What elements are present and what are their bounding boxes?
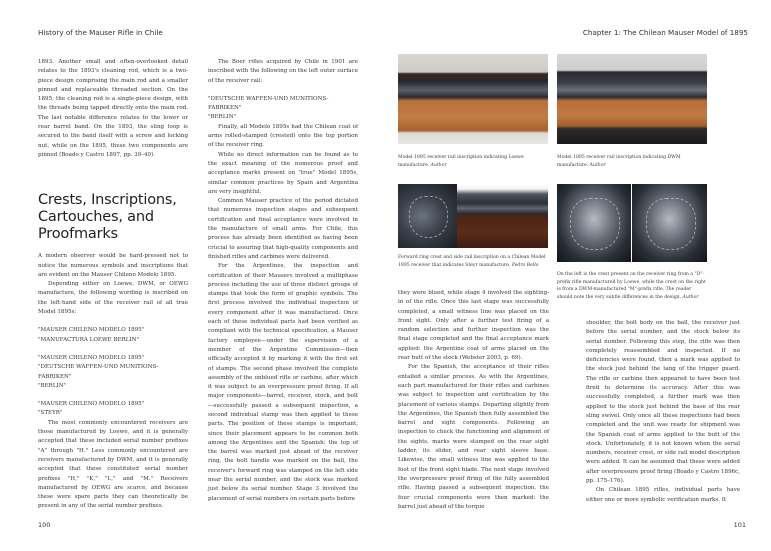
paragraph: For the Argentines, the inspection and certification of their Mausers involved a multiphase process including the use of three distinct groups of stamps that took the form of graphic symbols. The first process involved the individual inspection of every component after it was manufactured. Once each of these individual parts had been verified as compliant with the technical specification, a Mauser factory employee—under the supervision of a member of the Argentine Commission—then officially accepted it by marking it with the first set of stamps. The second phase involved the complete assembly of the unblued rifle or carbine, after which it was subject to an overpressure proof firing. If all major components—barrel, receiver, stock, and bolt—successfully passed a subsequent inspection, a second individual stamp was then applied to these parts. The position of these stamps is important, since their placement appears to be common both among the Argentines and the Spanish: the top of the barrel was marked just ahead of the receiver ring, the bolt handle was marked on the ball, the receiver's forward ring was stamped on the left side near the serial number, and the stock was marked just below its serial number. Stage 3 involved the placement of serial numbers on certain parts before (208, 263, 358, 502)
loewe-rail-photo (398, 54, 548, 144)
steyr-crest-photo (398, 184, 457, 248)
quote-line: "DEUTSCHE WAFFEN-UND MUNITIONS- (208, 95, 329, 102)
crest-engraving (409, 196, 449, 239)
caption-credit: Pedro Bello (511, 262, 539, 268)
quote-line: "MAUSER CHILENO MODELO 1895" (38, 327, 145, 334)
caption-text: Model 1895 receiver rail inscription indicating DWM manufacture. (557, 155, 681, 168)
page-number-right: 101 (733, 521, 746, 529)
paragraph: they were blued, while stage 4 involved the sighting-in of the rifle. Once this last stage was successfully completed, a small witness line was placed on the front sight. Only after a further test firing of a random selection and further inspection was the final stage completed and the final acceptance mark applied: the Argentine coat of arms placed on the rear butt of the stock (Webster 2003, p. 69). (398, 290, 549, 362)
quote-line: "MANUFACTURA LOEWE BERLIN" (38, 336, 140, 343)
figure-caption-crest-comparison (557, 271, 707, 301)
right-column-1 (398, 289, 549, 512)
crest-engraving (570, 198, 619, 250)
crest-engraving (646, 198, 696, 250)
caption-text: Forward ring crest and side rail inscription on a Chilean Model 1895 receiver that indicates Steyr manufacture. (398, 255, 546, 268)
paragraph: On Chilean 1895 rifles, individual parts have either one or more symbolic verification marks. It (586, 487, 740, 503)
caption-credit: Author (682, 294, 699, 300)
caption-credit: Author (430, 162, 447, 168)
quote-line: FABRIKEN" (38, 373, 72, 380)
caption-credit: Author (589, 162, 606, 168)
paragraph: Common Mauser practice of the period dictated that numerous inspection stages and subsequent certification and final acceptance were involved in the manufacture of small arms. For Chile, this process has already been identified as having been crucial to assuring that high-quality components and finished rifles and carbines were delivered. (208, 198, 358, 260)
dwm-crest-photo (632, 184, 707, 262)
paragraph: 1893. Another small and often-overlooked detail relates to the 1893's cleaning rod, which is a two-piece design comprising the main rod and a smaller pinned and replaceable threaded section. On the 1895, the cleaning rod is a single-piece design, with the threads being tapped directly onto the main rod. The last notable difference relates to the lower or rear barrel band. On the 1893, the sling loop is secured to the band itself with a screw and locking nut, while on the 1895, these two components are pinned (Boado y Castro 1897, pp. 39–40). (38, 59, 188, 158)
quote-line: "DEUTSCHE WAFFEN-UND MUNITIONS- (38, 364, 159, 371)
running-head-right: Chapter 1: The Chilean Mauser Model of 1895 (582, 28, 748, 37)
quote-line: FABRIKEN" (208, 105, 242, 112)
section-heading: Crests, Inscriptions, Cartouches, and Proofmarks (38, 192, 177, 243)
dwm-rail-photo (557, 54, 707, 144)
figure-caption-steyr (398, 254, 548, 269)
right-column-2 (586, 319, 740, 505)
paragraph: shoulder, the bolt body on the ball, the receiver just before the serial number, and the stock below its serial number. Following this step, the rifle was then completely reassembled and inspected. If no deficiencies were found, then a mark was applied to the stock just behind the tang of the trigger guard. The rifle or carbine then appeared to have been test fired to determine its accuracy. After this was successfully completed, a further mark was then applied to the stock just behind the base of the rear sling swivel. Only once all these inspections had been completed and the unit was ready for shipment was the Spanish coat of arms applied to the butt of the stock. Unfortunately, it is not known when the serial numbers, receiver crest, or side rail model description were added. It can be assumed that these were added after overpressure proof firing (Boado y Castro 1896c, pp. 175–176). (586, 320, 740, 485)
running-head-left: History of the Mauser Rifle in Chile (38, 28, 163, 37)
quote-line: "BERLIN" (38, 382, 67, 389)
paragraph: The most commonly encountered receivers are those manufactured by Loewe, and it is generally accepted that these included serial number prefixes "A" through "H." Less commonly encountered are receivers manufactured by DWM, and it is generally accepted that these constituted serial number prefixes "H," "K," "L," and "M." Receivers manufactured by OEWG are scarce, and because these were spare parts they can theoretically be present in any of the serial number prefixes. (38, 419, 188, 510)
paragraph: The Boer rifles acquired by Chile in 1901 are inscribed with the following on the left outer surface of the receiver rail: (208, 59, 358, 84)
quote-line: "BERLIN" (208, 114, 237, 121)
quote-line: "STEYR" (38, 410, 63, 417)
paragraph: While no direct information can be found as to the exact meaning of the numerous proof and acceptance marks present on "true" Model 1895s, similar common practices by Spain and Argentina are very insightful. (208, 151, 358, 195)
page-number-left: 100 (38, 521, 51, 529)
paragraph: For the Spanish, the acceptance of their rifles entailed a similar process. As with the Argentines, each part manufactured for their rifles and carbines was subject to inspection and certification by the placement of various stamps. Departing slightly from the Argentines, the Spanish then fully assembled the barrel and sight components. Following an inspection to check the functioning and alignment of the sights, marks were stamped on the rear sight ladder, its slider, and rear sight sleeve base. Likewise, the small witness line was applied to the foot of the front sight blade. The next stage involved the overpressure proof firing of the fully assembled rifle. Having passed a subsequent inspection, the four crucial components were then marked: the barrel just ahead of the torque (398, 364, 549, 510)
quote-line: "MAUSER CHILENO MODELO 1895" (38, 354, 145, 361)
figure-caption-dwm (557, 154, 707, 169)
caption-text: Model 1895 receiver rail inscription indicating Loewe manufacture. (398, 155, 524, 168)
loewe-crest-photo (557, 184, 631, 262)
paragraph: Depending either on Loewe, DWM, or OEWG manufacture, the following wording is inscribed on the left-hand side of the receiver rail of all true Model 1895s: (38, 281, 188, 316)
paragraph: A modern observer would be hard-pressed not to notice the numerous symbols and inscriptions that are evident on the Mauser Chileno Modelo 1895. (38, 253, 188, 278)
paragraph: Finally, all Modelo 1895s had the Chilean coat of arms rolled-stamped (crested) onto the top portion of the receiver ring. (208, 123, 358, 149)
caption-text: On the left is the crest present on the receiver ring from a "D"-prefix rifle manufactured by Loewe, while the crest on the right is from a DWM-manufactured "M"-prefix rifle. The reader should note the very subtle differences in the design. (557, 272, 706, 300)
steyr-rail-photo (457, 184, 548, 248)
figure-caption-loewe (398, 154, 548, 169)
quote-line: "MAUSER CHILENO MODELO 1895" (38, 401, 145, 408)
